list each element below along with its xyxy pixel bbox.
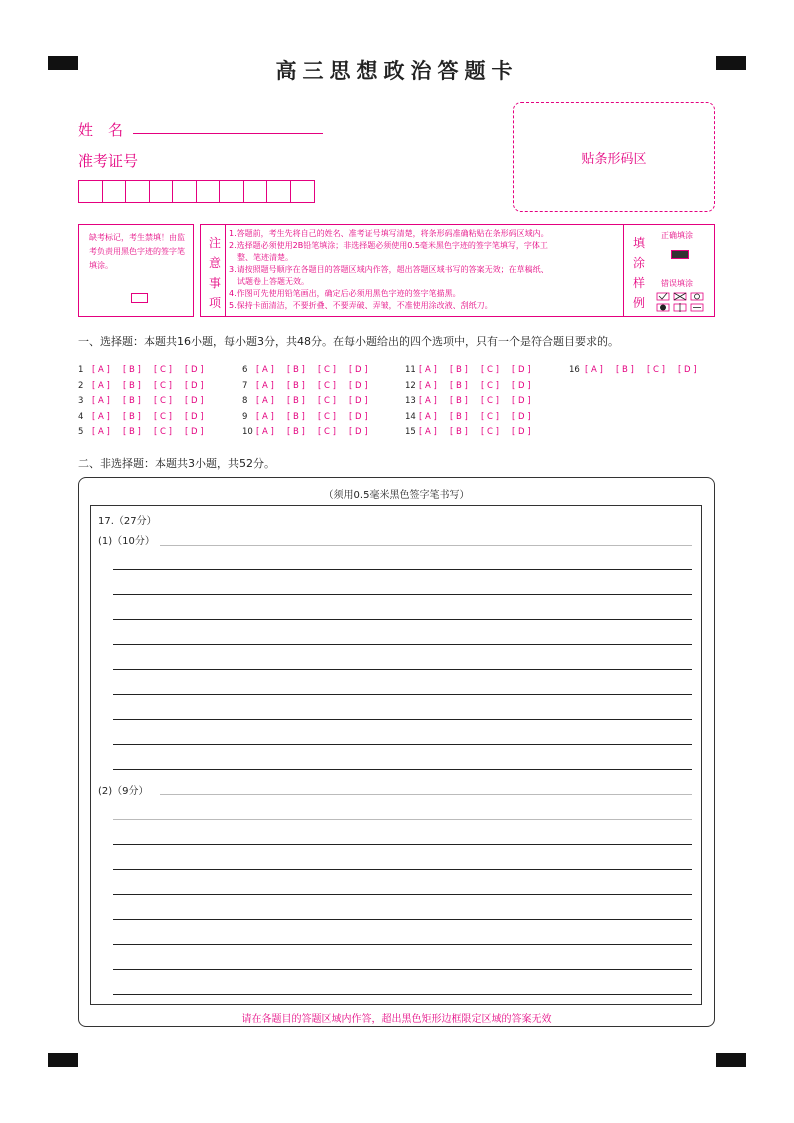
question-row: 1 [ A ] [ B ] [ C ] [ D ] <box>78 363 216 379</box>
option-d[interactable]: [ D ] <box>349 411 368 422</box>
option-c[interactable]: [ C ] <box>154 396 172 406</box>
answer-area-footer: 请在各题目的答题区域内作答，超出黑色矩形边框限定区域的答案无效 <box>241 1014 552 1025</box>
question-row: 13 [ A ] [ B ] [ C ] [ D ] <box>405 394 543 410</box>
answer-area-q17[interactable] <box>90 505 702 1005</box>
q17-part2-label: (2)（9分） <box>98 786 149 797</box>
question-row: 8 [ A ] [ B ] [ C ] [ D ] <box>242 394 380 410</box>
wrong-fill-samples <box>656 291 708 315</box>
writing-line[interactable] <box>160 794 692 795</box>
exam-id-cell[interactable] <box>173 181 197 202</box>
option-c[interactable]: [ C ] <box>318 427 336 437</box>
option-d[interactable]: [ D ] <box>349 380 368 391</box>
writing-line[interactable] <box>113 769 692 770</box>
option-d[interactable]: [ D ] <box>349 427 368 437</box>
notes-divider <box>225 225 226 316</box>
option-c[interactable]: [ C ] <box>647 365 665 375</box>
option-c[interactable]: [ C ] <box>154 380 172 391</box>
option-d[interactable]: [ D ] <box>349 365 368 375</box>
question-row: 11 [ A ] [ B ] [ C ] [ D ] <box>405 363 543 379</box>
writing-line[interactable] <box>113 894 692 895</box>
option-d[interactable]: [ D ] <box>185 411 204 422</box>
option-c[interactable]: [ C ] <box>481 365 499 375</box>
exam-id-cell[interactable] <box>150 181 174 202</box>
notes-title: 注 意 事 项 <box>208 236 221 310</box>
option-a[interactable]: [ A ] <box>92 411 110 422</box>
option-c[interactable]: [ C ] <box>154 411 172 422</box>
option-b[interactable]: [ B ] <box>616 365 634 375</box>
option-c[interactable]: [ C ] <box>154 365 172 375</box>
option-b[interactable]: [ B ] <box>123 411 141 422</box>
correct-fill-sample <box>671 250 689 259</box>
correct-fill-label: 正确填涂 <box>661 231 693 240</box>
option-a[interactable]: [ A ] <box>419 380 437 391</box>
option-b[interactable]: [ B ] <box>123 380 141 391</box>
writing-line[interactable] <box>113 694 692 695</box>
option-b[interactable]: [ B ] <box>450 365 468 375</box>
question-row: 15 [ A ] [ B ] [ C ] [ D ] <box>405 425 543 441</box>
option-c[interactable]: [ C ] <box>481 396 499 406</box>
writing-line[interactable] <box>113 619 692 620</box>
option-d[interactable]: [ D ] <box>512 427 531 437</box>
option-a[interactable]: [ A ] <box>419 411 437 422</box>
option-a[interactable]: [ A ] <box>419 365 437 375</box>
barcode-area <box>513 102 715 212</box>
option-a[interactable]: [ A ] <box>256 411 274 422</box>
notes-box <box>200 224 715 317</box>
note-line: 4.作图可先使用铅笔画出，确定后必须用黑色字迹的签字笔描黑。 <box>229 289 461 298</box>
writing-line[interactable] <box>160 545 692 546</box>
section2-heading: 二、非选择题：本题共3小题，共52分。 <box>78 457 275 470</box>
option-d[interactable]: [ D ] <box>185 427 204 437</box>
question-row: 16 [ A ] [ B ] [ C ] [ D ] <box>569 363 709 379</box>
option-b[interactable]: [ B ] <box>287 365 305 375</box>
option-c[interactable]: [ C ] <box>318 365 336 375</box>
option-c[interactable]: [ C ] <box>481 427 499 437</box>
question-row: 6 [ A ] [ B ] [ C ] [ D ] <box>242 363 380 379</box>
note-line: 试题卷上答题无效。 <box>229 277 309 286</box>
writing-line[interactable] <box>113 869 692 870</box>
exam-id-cell[interactable] <box>291 181 315 202</box>
fill-example-title: 填 涂 样 例 <box>632 236 645 310</box>
option-b[interactable]: [ B ] <box>123 396 141 406</box>
notes-list <box>229 228 621 312</box>
absent-mark-text: 缺考标记，考生禁填！由监考负责用黑色字迹的签字笔填涂。 <box>89 233 185 270</box>
writing-line[interactable] <box>113 944 692 945</box>
option-d[interactable]: [ D ] <box>185 380 204 391</box>
question-row: 9 [ A ] [ B ] [ C ] [ D ] <box>242 410 380 426</box>
writing-line[interactable] <box>113 844 692 845</box>
question-column-3 <box>405 363 543 441</box>
note-line: 3.请按照题号顺序在各题目的答题区域内作答，超出答题区域书写的答案无效；在草稿纸、 <box>229 265 549 274</box>
page-title: 高三思想政治答题卡 <box>275 59 519 83</box>
pen-note: （须用0.5毫米黑色签字笔书写） <box>323 490 470 501</box>
exam-id-cell[interactable] <box>79 181 103 202</box>
writing-line[interactable] <box>113 744 692 745</box>
option-b[interactable]: [ B ] <box>287 396 305 406</box>
option-d[interactable]: [ D ] <box>185 396 204 406</box>
note-line: 2.选择题必须使用2B铅笔填涂；非选择题必须使用0.5毫米黑色字迹的签字笔填写，字体工 <box>229 241 548 250</box>
question-row: 12 [ A ] [ B ] [ C ] [ D ] <box>405 379 543 395</box>
writing-line[interactable] <box>113 594 692 595</box>
q17-part1-label: (1)（10分） <box>98 536 155 547</box>
option-d[interactable]: [ D ] <box>185 365 204 375</box>
writing-line[interactable] <box>113 569 692 570</box>
q17-title: 17.（27分） <box>98 516 157 527</box>
section1-heading: 一、选择题：本题共16小题，每小题3分，共48分。在每小题给出的四个选项中，只有一个是符合题目要求的。 <box>78 335 619 348</box>
note-line: 5.保持卡面清洁，不要折叠、不要弄破、弄皱，不准使用涂改液、刮纸刀。 <box>229 301 493 310</box>
option-c[interactable]: [ C ] <box>481 380 499 391</box>
option-b[interactable]: [ B ] <box>450 427 468 437</box>
writing-line[interactable] <box>113 819 692 820</box>
option-c[interactable]: [ C ] <box>318 411 336 422</box>
option-b[interactable]: [ B ] <box>123 365 141 375</box>
option-b[interactable]: [ B ] <box>450 411 468 422</box>
wrong-fill-label: 错误填涂 <box>661 279 693 288</box>
option-d[interactable]: [ D ] <box>349 396 368 406</box>
option-c[interactable]: [ C ] <box>481 411 499 422</box>
option-a[interactable]: [ A ] <box>256 380 274 391</box>
option-a[interactable]: [ A ] <box>92 396 110 406</box>
option-c[interactable]: [ C ] <box>154 427 172 437</box>
question-row: 4 [ A ] [ B ] [ C ] [ D ] <box>78 410 216 426</box>
question-row: 3 [ A ] [ B ] [ C ] [ D ] <box>78 394 216 410</box>
option-d[interactable]: [ D ] <box>512 411 531 422</box>
exam-id-cell[interactable] <box>220 181 244 202</box>
option-d[interactable]: [ D ] <box>678 365 697 375</box>
corner-mark-bottom-right <box>716 1053 746 1067</box>
option-a[interactable]: [ A ] <box>419 427 437 437</box>
option-d[interactable]: [ D ] <box>512 365 531 375</box>
option-a[interactable]: [ A ] <box>256 365 274 375</box>
option-b[interactable]: [ B ] <box>287 427 305 437</box>
option-a[interactable]: [ A ] <box>256 396 274 406</box>
option-c[interactable]: [ C ] <box>318 380 336 391</box>
option-a[interactable]: [ A ] <box>256 427 274 437</box>
writing-line[interactable] <box>113 644 692 645</box>
option-b[interactable]: [ B ] <box>287 411 305 422</box>
absent-mark-checkbox[interactable] <box>131 293 148 303</box>
option-b[interactable]: [ B ] <box>450 396 468 406</box>
exam-id-cell[interactable] <box>197 181 221 202</box>
writing-line[interactable] <box>113 969 692 970</box>
barcode-label: 贴条形码区 <box>581 151 647 167</box>
corner-mark-bottom-left <box>48 1053 78 1067</box>
option-b[interactable]: [ B ] <box>123 427 141 437</box>
wrong-fill-check-icon <box>657 293 669 300</box>
question-row: 7 [ A ] [ B ] [ C ] [ D ] <box>242 379 380 395</box>
absent-mark-box <box>78 224 194 317</box>
writing-line[interactable] <box>113 719 692 720</box>
question-row: 14 [ A ] [ B ] [ C ] [ D ] <box>405 410 543 426</box>
name-field[interactable] <box>133 119 323 134</box>
exam-id-cell[interactable] <box>126 181 150 202</box>
writing-line[interactable] <box>113 919 692 920</box>
name-label: 姓 名 <box>78 121 124 139</box>
option-b[interactable]: [ B ] <box>287 380 305 391</box>
option-a[interactable]: [ A ] <box>92 427 110 437</box>
exam-id-cell[interactable] <box>103 181 127 202</box>
question-column-2 <box>242 363 380 441</box>
option-c[interactable]: [ C ] <box>318 396 336 406</box>
option-a[interactable]: [ A ] <box>585 365 603 375</box>
question-row: 5 [ A ] [ B ] [ C ] [ D ] <box>78 425 216 441</box>
exam-id-label: 准考证号 <box>78 152 139 170</box>
exam-id-cell[interactable] <box>267 181 291 202</box>
note-line: 整、笔迹清楚。 <box>229 253 293 262</box>
fill-example-divider <box>623 225 624 316</box>
option-b[interactable]: [ B ] <box>450 380 468 391</box>
question-row: 2 [ A ] [ B ] [ C ] [ D ] <box>78 379 216 395</box>
writing-line[interactable] <box>113 669 692 670</box>
option-a[interactable]: [ A ] <box>92 365 110 375</box>
note-line: 1.答题前，考生先将自己的姓名、准考证号填写清楚，将条形码准确粘贴在条形码区域内。 <box>229 229 549 238</box>
question-column-1 <box>78 363 216 441</box>
option-d[interactable]: [ D ] <box>512 380 531 391</box>
question-row: 10 [ A ] [ B ] [ C ] [ D ] <box>242 425 380 441</box>
exam-id-cell[interactable] <box>244 181 268 202</box>
exam-id-grid[interactable] <box>78 180 315 203</box>
option-a[interactable]: [ A ] <box>92 380 110 391</box>
option-a[interactable]: [ A ] <box>419 396 437 406</box>
writing-line[interactable] <box>113 994 692 995</box>
option-d[interactable]: [ D ] <box>512 396 531 406</box>
question-column-4 <box>569 363 709 379</box>
